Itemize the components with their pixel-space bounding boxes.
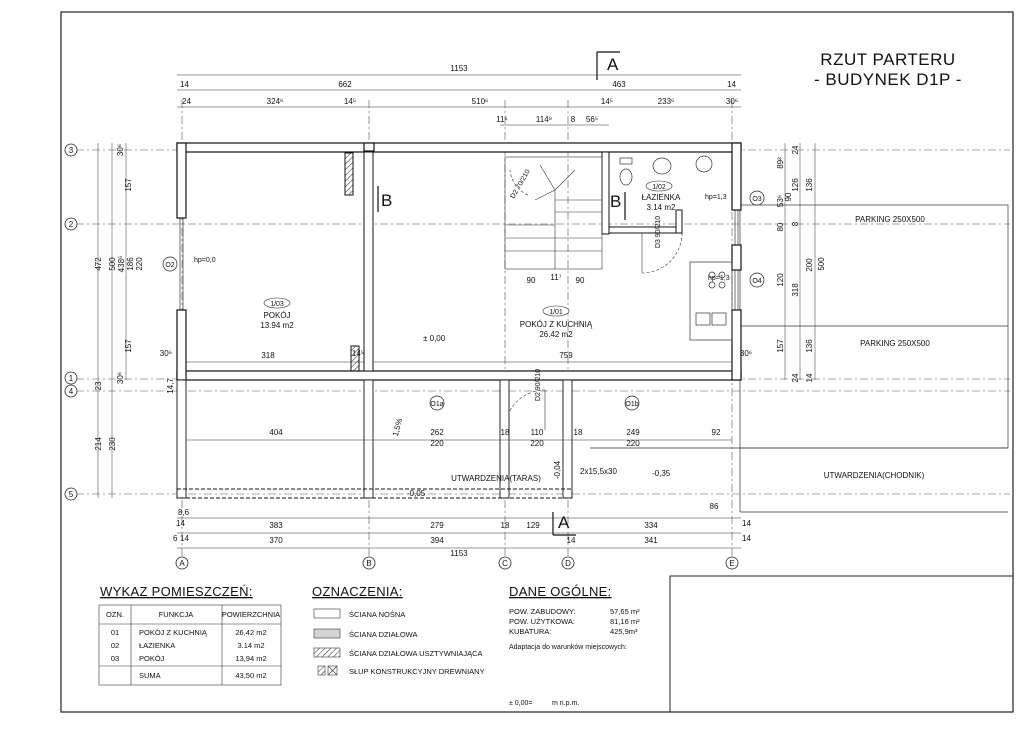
dim-right-0: 89²	[776, 157, 785, 169]
dim-stair-0: 11⁶	[496, 115, 508, 124]
section-label-B-left: B	[381, 191, 393, 210]
terrace-label: UTWARDZENIA(TARAS)	[451, 474, 541, 483]
room-row-name: POKÓJ	[139, 654, 165, 663]
dim-right-1: 53⁶	[776, 194, 785, 208]
room-row-name: POKÓJ Z KUCHNIĄ	[139, 628, 207, 637]
dim-terrace-9: 92	[711, 428, 721, 437]
room-1-01	[520, 306, 593, 339]
dim-left-3: 438⁶	[117, 255, 126, 273]
dim-stair-run-2: 90	[575, 276, 585, 285]
dim-right-15: 14	[805, 373, 814, 383]
dim-top-r2-5: 233⁶	[657, 97, 675, 106]
dim-mid-318: 318	[261, 351, 275, 360]
dim-left-9: 23	[94, 381, 103, 391]
dim-bottom-r1-3: 18	[500, 521, 510, 530]
general-heading: DANE OGÓLNE:	[509, 584, 612, 599]
dim-left-12: 230	[108, 437, 117, 451]
grid-column-markers	[176, 557, 738, 569]
opening-O1a-label: O1a	[430, 401, 444, 408]
room-row-num: 03	[110, 654, 120, 663]
legend-heading: OZNACZENIA:	[312, 584, 403, 599]
section-label-B-right: B	[610, 192, 622, 211]
dim-right-2: 24	[791, 145, 800, 155]
parking-label-1: PARKING 250X500	[855, 215, 925, 224]
dim-top-overall: 1153	[450, 64, 468, 73]
svg-text:POKÓJ Z KUCHNIĄ: POKÓJ Z KUCHNIĄ	[519, 320, 593, 329]
step-label: 2x15,5x30	[580, 467, 617, 476]
general-level-unit: m n.p.m.	[552, 700, 580, 707]
dim-stair-3: 56⁵	[585, 115, 599, 124]
grid-row-markers	[65, 144, 77, 500]
legend-item: ŚCIANA DZIAŁOWA USZTYWNIAJĄCA	[349, 649, 483, 658]
dim-top-r2-4: 14⁵	[600, 97, 614, 106]
general-label: POW. UŻYTKOWA:	[509, 617, 575, 626]
general-value: 81,16 m²	[610, 617, 640, 626]
dim-bottom-r1-0: 14	[176, 519, 185, 528]
door-label-2: D3 90/210	[655, 215, 662, 249]
svg-text:1/03: 1/03	[270, 301, 284, 308]
dim-right-9: 120	[776, 273, 785, 287]
dim-left-2: 500	[108, 257, 117, 271]
room-row-num: 02	[110, 641, 120, 650]
dim-terrace-7: 249	[626, 428, 640, 437]
dim-bottom-r2-2: 370	[269, 536, 283, 545]
general-label: KUBATURA:	[509, 627, 552, 636]
general-value: 425,9m³	[610, 627, 638, 636]
dim-bottom-r1-1: 383	[269, 521, 283, 530]
dim-right-10: 318	[791, 283, 800, 297]
door-label-3: D2 90/210	[535, 368, 542, 402]
room-1-02	[642, 181, 681, 212]
dim-stair-run-1: 11⁷	[550, 273, 562, 282]
col-powierzchnia: POWIERZCHNIA	[221, 610, 281, 619]
svg-text:26.42 m2: 26.42 m2	[539, 330, 573, 339]
level-neg004: -0,04	[553, 460, 562, 480]
dim-bottom-r2-1: 14	[180, 534, 189, 543]
dim-top-left-span: 662	[338, 80, 352, 89]
room-row-num: 01	[110, 628, 120, 637]
dim-top-r2-0: 24	[182, 97, 191, 106]
opening-O4-label: O4	[752, 278, 762, 285]
dim-right-5: 90	[784, 192, 793, 202]
svg-text:2: 2	[68, 220, 74, 229]
terrace-slope: 1,5%	[390, 417, 405, 438]
opening-O1b-label: O1b	[625, 401, 639, 408]
general-level-label: ± 0,00=	[509, 700, 533, 707]
dim-bottom-small: 8,6	[178, 508, 190, 517]
svg-text:1/02: 1/02	[652, 184, 666, 191]
dim-terrace-3: 18	[500, 428, 510, 437]
dim-bottom-r2-3: 394	[430, 536, 444, 545]
dim-bottom-overall: 1153	[450, 549, 468, 558]
dim-stair-2: 8	[570, 115, 576, 124]
general-label: POW. ZABUDOWY:	[509, 607, 576, 616]
room-row-area: 26,42 m2	[235, 628, 267, 637]
bathroom-fixtures	[620, 156, 712, 185]
dim-bottom-r1-2: 279	[430, 521, 444, 530]
svg-text:POKÓJ: POKÓJ	[263, 311, 291, 320]
svg-text:E: E	[729, 559, 735, 568]
dim-stair-run-0: 90	[526, 276, 536, 285]
svg-text:D: D	[565, 559, 571, 568]
dim-bottom-r1-4: 129	[526, 521, 540, 530]
hp-label-2: hp=1,3	[708, 275, 730, 282]
exterior-walls	[177, 143, 741, 380]
svg-text:5: 5	[68, 490, 74, 499]
level-zero: ± 0,00	[423, 334, 446, 343]
dim-right-4: 126	[791, 178, 800, 192]
svg-text:A: A	[179, 559, 185, 568]
dim-left-10: 14,7	[166, 378, 175, 394]
svg-text:13.94 m2: 13.94 m2	[260, 321, 294, 330]
dim-terrace-5: 220	[530, 439, 544, 448]
dim-terrace-4: 110	[530, 428, 544, 437]
dim-left-7: 30⁶	[116, 143, 125, 157]
dim-left-1: 472	[94, 257, 103, 271]
section-label-A-bottom: A	[558, 513, 570, 532]
parking-label-2: PARKING 250X500	[860, 339, 930, 348]
dim-right-8: 200	[805, 258, 814, 272]
title-block	[670, 576, 1013, 712]
dim-terrace-0: 404	[269, 428, 283, 437]
dim-86: 86	[709, 502, 719, 511]
sheet-title: RZUT PARTERU	[820, 50, 956, 69]
hp-label-1: hp=1,3	[705, 194, 727, 201]
dim-right-3: 136	[805, 178, 814, 192]
dim-bottom-r2-5: 341	[644, 536, 658, 545]
svg-text:3.14 m2: 3.14 m2	[646, 203, 676, 212]
dim-right-12: 136	[805, 339, 814, 353]
svg-text:3: 3	[68, 146, 74, 155]
room-row-area: 13,94 m2	[235, 654, 267, 663]
dim-terrace-1: 262	[430, 428, 444, 437]
dim-mid-759: 759	[559, 351, 573, 360]
staircase	[505, 157, 602, 269]
svg-text:1: 1	[68, 374, 74, 383]
dim-terrace-6: 18	[573, 428, 583, 437]
dim-left-11: 214	[94, 437, 103, 451]
sidewalk-label: UTWARDZENIA(CHODNIK)	[823, 471, 925, 480]
legend-item: ŚCIANA NOŚNA	[349, 610, 406, 619]
dim-left-8: 30⁶	[116, 371, 125, 385]
dim-terrace-2: 220	[430, 439, 444, 448]
svg-text:ŁAZIENKA: ŁAZIENKA	[641, 193, 681, 202]
dim-mid-w14: 14⁵	[351, 349, 365, 358]
hp-label-0: hp=0,0	[194, 257, 216, 264]
dim-left-5: 220	[135, 257, 144, 271]
opening-O3-label: O3	[752, 196, 762, 203]
partition-walls	[345, 152, 682, 371]
level-neg005: -0,05	[407, 489, 426, 498]
general-value: 57,65 m²	[610, 607, 640, 616]
col-funkcja: FUNKCJA	[158, 610, 194, 619]
site-outlines	[590, 205, 1008, 512]
sheet-subtitle: - BUDYNEK D1P -	[814, 70, 962, 89]
dim-left-6: 157	[124, 339, 133, 353]
dim-right-13: 157	[776, 339, 785, 353]
dim-top-edge-left: 14	[180, 80, 189, 89]
dim-right-6: 80	[776, 222, 785, 232]
dim-bottom-r2-6: 14	[742, 534, 751, 543]
legend-item: SŁUP KONSTRUKCYJNY DREWNIANY	[349, 667, 485, 676]
room-list-heading: WYKAZ POMIESZCZEŃ:	[100, 584, 253, 599]
level-neg035: -0,35	[652, 469, 671, 478]
svg-text:1/01: 1/01	[549, 309, 563, 316]
section-label-A-top: A	[607, 55, 619, 74]
dim-top-r2-1: 324⁶	[266, 97, 284, 106]
svg-text:B: B	[366, 559, 372, 568]
dim-bottom-r1-6: 14	[742, 519, 751, 528]
room-total-area: 43,50 m2	[235, 671, 267, 680]
room-row-name: ŁAZIENKA	[139, 641, 176, 650]
dim-terrace-8: 220	[626, 439, 640, 448]
dim-stair-1: 114⁸	[535, 115, 553, 124]
dim-top-r2-2: 14⁵	[343, 97, 357, 106]
dim-top-r2-3: 510⁶	[471, 97, 489, 106]
dim-top-r2-6: 30⁶	[725, 97, 739, 106]
dim-left-4: 186	[126, 257, 135, 271]
general-note: Adaptacja do warunków miejscowych:	[509, 644, 627, 651]
col-ozn: OZN.	[106, 610, 124, 619]
dim-top-right-span: 463	[612, 80, 626, 89]
room-1-03	[260, 298, 294, 330]
opening-O2-label: O2	[165, 262, 175, 269]
dim-bottom-r1-5: 334	[644, 521, 658, 530]
kitchen-units	[690, 262, 732, 340]
dim-right-11: 500	[817, 257, 826, 271]
dim-right-14: 24	[791, 373, 800, 383]
legend-swatches	[314, 609, 340, 675]
svg-text:C: C	[502, 559, 508, 568]
dim-bottom-r2-4: 14	[566, 536, 576, 545]
dim-top-edge-right: 14	[727, 80, 736, 89]
dim-mid-w30a: 30⁶	[159, 349, 172, 358]
dim-left-0: 157	[124, 178, 133, 192]
door-label-1: D2 70/210	[509, 168, 532, 200]
room-total-label: SUMA	[139, 671, 161, 680]
dim-mid-w30b: 30⁶	[739, 349, 753, 358]
svg-text:4: 4	[68, 387, 74, 396]
dim-right-7: 8	[791, 221, 800, 227]
room-row-area: 3.14 m2	[237, 641, 265, 650]
dim-bottom-r2-0: 6	[173, 534, 178, 543]
legend-item: ŚCIANA DZIAŁOWA	[349, 630, 418, 639]
